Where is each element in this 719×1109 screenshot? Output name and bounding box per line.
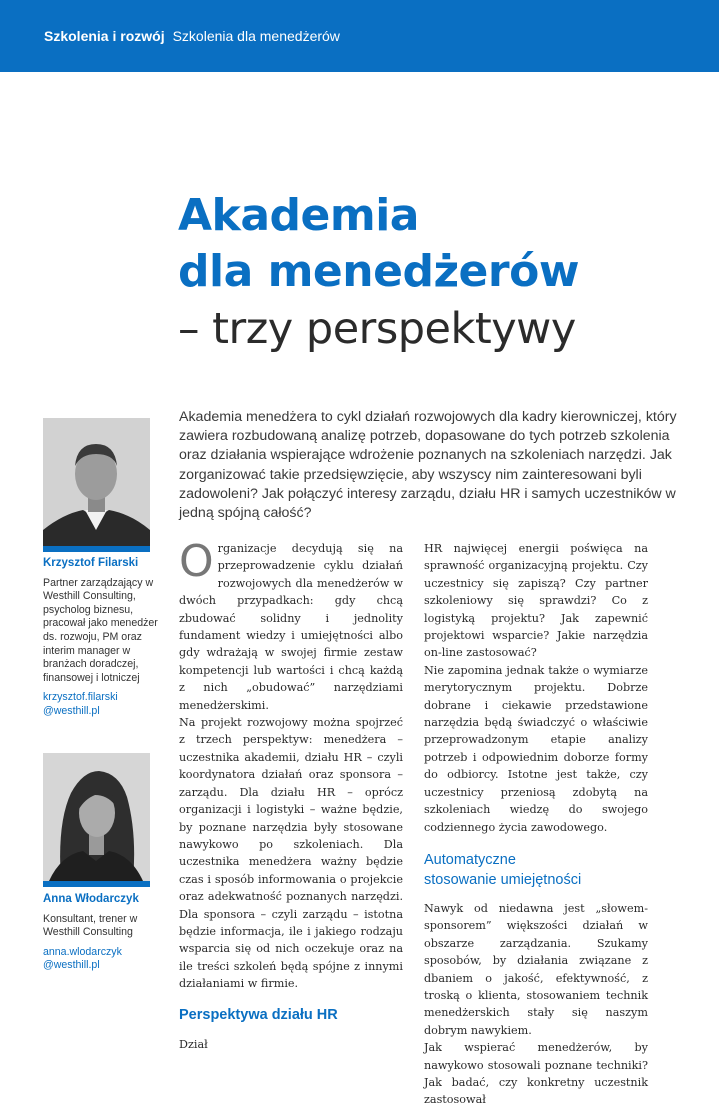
- title-line-3: – trzy perspektywy: [178, 304, 576, 354]
- article-title: [178, 188, 698, 358]
- author-email[interactable]: [43, 691, 163, 718]
- author-email-user: anna.wlodarczyk: [43, 945, 122, 958]
- author-email-user: krzysztof.filarski: [43, 691, 118, 704]
- author-description: Konsultant, trener w Westhill Consulting: [43, 912, 138, 939]
- section-label: [44, 28, 340, 44]
- paragraph: [179, 536, 403, 714]
- title-line-1: Akademia: [178, 190, 419, 241]
- article-lead: Akademia menedżera to cykl działań rozwojowych dla kadry kierowniczej, który zawiera rozbudowaną analizę potrzeb, dopasowane do tych potrzeb szkolenia oraz działania wspierające wdrożenie poznanych na szkoleniach narzędzi. Jak zorganizować takie przedsięwzięcie, aby wszyscy nim zainteresowani byli zadowoleni? Jak połączyć interesy zarządu, działu HR i samych uczestników w jedną spójną całość?: [179, 409, 677, 522]
- paragraph: Jak wspierać menedżerów, by nawykowo stosowali poznane techniki? Jak badać, czy konkretny uczestnik zastosował: [424, 1041, 648, 1107]
- author-photo-2: [43, 753, 150, 887]
- heading-line-1: Automatyczne: [424, 851, 516, 868]
- paragraph-continued: HR najwięcej energii poświęca na sprawność organizacyjną projektu. Czy uczestnicy się zapiszą? Czy partner szkoleniowy się sprawdzi? Co z logistyką projektu? Jak zapewnić projektowi wsparcie? Jakie narzędzia on-line zastosować?: [424, 542, 648, 660]
- author-email-domain: @westhill.pl: [43, 704, 100, 717]
- drop-cap: O: [179, 536, 214, 587]
- heading-line-2: stosowanie umiejętności: [424, 871, 582, 888]
- author-name: Anna Włodarczyk: [43, 893, 139, 905]
- author-email-domain: @westhill.pl: [43, 959, 100, 972]
- subsection-name: Szkolenia dla menedżerów: [172, 28, 340, 44]
- author-name: Krzysztof Filarski: [43, 557, 139, 569]
- paragraph-text: rganizacje decydują się na przeprowadzenie cyklu działań rozwojowych dla menedżerów w dwóch przypadkach: gdy chcą zbudować solidny i jednolity fundament wiedzy i umiejętności albo gdy wdrażają w swojej firmie zestaw kompetencji lub wartości i chcą każdą z nich „obudować” narzędziami menedżerskimi.: [179, 542, 403, 712]
- article-column-2: [424, 540, 648, 1109]
- paragraph: Nawyk od niedawna jest „słowem-sponsorem” większości działań w obszarze zarządzania. Szukamy sposobów, by działania związane z dbaniem o jakość, efektywność, z troską o klienta, stosowaniem technik menedżerskich stały się naszym dobrym nawykiem.: [424, 901, 648, 1037]
- author-bio-1: [43, 557, 163, 719]
- paragraph: Na projekt rozwojowy można spojrzeć z trzech perspektyw: menedżera – uczestnika akademii, działu HR – czyli koordynatora działań oraz sponsora – zarządu. Dla działu HR – oprócz organizacji i logistyki – ważne będzie, by poznane narzędzia były stosowane nawykowo po szkoleniach. Dla uczestnika menedżera ważny będzie czas i sposób informowania o projekcie oraz adekwatność poznanych narzędzi. Dla sponsora – czyli zarządu – istotna będzie informacja, ile i jakiego rodzaju wsparcia się od nich oczekuje oraz na ile treści szkoleń będą spójne z innymi działaniami w firmie.: [179, 716, 403, 991]
- paragraph: Dział: [179, 1037, 208, 1051]
- section-heading: [424, 850, 648, 890]
- author-photo-1: [43, 418, 150, 552]
- author-bio-2: [43, 893, 163, 973]
- section-name: Szkolenia i rozwój: [44, 28, 165, 44]
- section-heading: Perspektywa działu HR: [179, 1006, 338, 1023]
- author-description: Partner zarządzający w Westhill Consulting, psycholog biznesu, pracował jako menedżer ds. rozwoju, PM oraz interim manager w branżach doradczej, finansowej i lotniczej: [43, 576, 158, 684]
- paragraph: Nie zapomina jednak także o wymiarze merytorycznym projektu. Dobrze dobrane i ciekawie przedstawione narzędzia będą świadczyć o właściwie przeprowadzonym etapie analizy potrzeb i odpowiednim doborze formy do odbiorcy. Istotne jest także, czy uczestnicy przeniosą zdobytą na szkoleniach wiedzę do swojego codziennego życia zawodowego.: [424, 663, 648, 834]
- title-line-2: dla menedżerów: [178, 246, 579, 297]
- page-header: [0, 0, 719, 72]
- author-email[interactable]: [43, 946, 163, 973]
- article-column-1: [179, 536, 403, 1053]
